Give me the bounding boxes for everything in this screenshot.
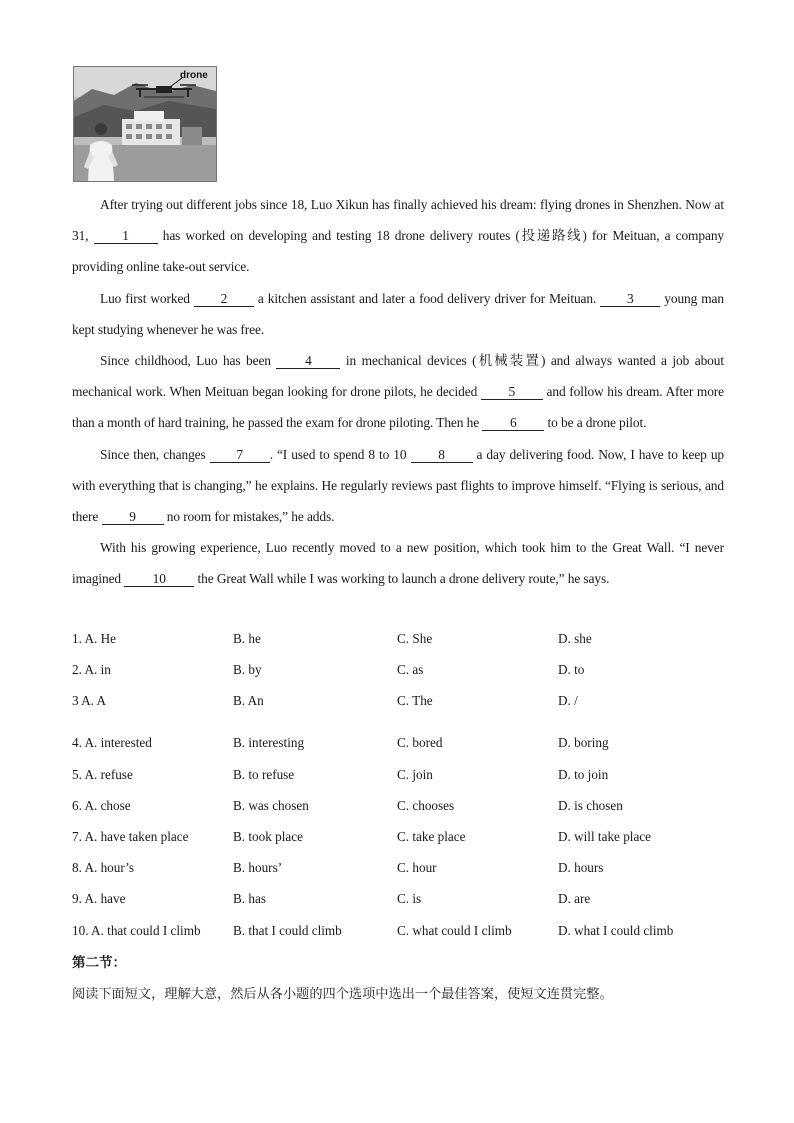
passage-text: After trying out different jobs since 18, Luo Xikun has finally achieved his dream: flying drones in Shenzhen. Now at 31,	[72, 197, 724, 244]
option-d[interactable]: D. boring	[558, 735, 609, 751]
section-title: 第二节：	[72, 955, 126, 971]
passage-text: Since then, changes	[100, 446, 210, 462]
passage-text: to be a drone pilot.	[544, 415, 647, 431]
passage-paragraph	[72, 189, 724, 283]
option-a[interactable]: 5. A. refuse	[72, 766, 133, 782]
passage-paragraph	[72, 345, 724, 439]
option-c[interactable]: C. take place	[397, 828, 466, 844]
drone-photo-image	[74, 67, 216, 181]
option-a[interactable]: 9. A. have	[72, 891, 126, 907]
passage-paragraph	[72, 283, 724, 345]
question-row	[72, 657, 732, 688]
answer-options	[72, 626, 732, 949]
option-b[interactable]: B. that I could climb	[233, 922, 342, 938]
blank-1: 1	[94, 229, 158, 244]
question-row	[72, 855, 732, 886]
option-b[interactable]: B. was chosen	[233, 797, 309, 813]
passage-text: . “I used to spend 8 to 10	[269, 446, 411, 462]
question-row	[72, 762, 732, 793]
option-c[interactable]: C. bored	[397, 735, 443, 751]
passage-text: a day delivering food. Now, I have to keep up with everything that is changing,” he explains. He regularly reviews past flights to improve himself. “Flying is serious, and there	[72, 446, 725, 525]
passage-text: With his growing experience, Luo recently moved to a new position, which took him to the Great Wall. “I never imagined	[72, 540, 724, 587]
option-d[interactable]: D. is chosen	[558, 797, 623, 813]
passage-text: young man kept studying whenever he was free.	[72, 290, 724, 337]
option-a[interactable]: 2. A. in	[72, 662, 111, 678]
question-row	[72, 918, 732, 949]
blank-3: 3	[600, 292, 660, 307]
option-c[interactable]: C. what could I climb	[397, 922, 512, 938]
passage-paragraph	[72, 439, 724, 533]
option-a[interactable]: 4. A. interested	[72, 735, 152, 751]
option-a[interactable]: 3 A. A	[72, 693, 107, 709]
option-b[interactable]: B. hours’	[233, 860, 283, 876]
option-a[interactable]: 6. A. chose	[72, 797, 131, 813]
blank-6: 6	[482, 416, 544, 431]
passage-text: Luo first worked	[100, 290, 194, 306]
drone-label: drone	[180, 70, 208, 81]
passage-text: in mechanical devices (机械装置) and always wanted a job about mechanical work. When Meituan began looking for drone pilots, he decided	[72, 353, 724, 400]
option-c[interactable]: C. join	[397, 766, 433, 782]
blank-5: 5	[481, 385, 543, 400]
option-b[interactable]: B. interesting	[233, 735, 305, 751]
option-b[interactable]: B. he	[233, 631, 261, 646]
passage-text: a kitchen assistant and later a food delivery driver for Meituan.	[253, 290, 601, 306]
question-row	[72, 793, 732, 824]
option-b[interactable]: B. by	[233, 662, 262, 678]
option-a[interactable]: 8. A. hour’s	[72, 860, 135, 876]
blank-10: 10	[124, 572, 194, 587]
passage-text: and follow his dream. After more than a month of hard training, he passed the exam for drone piloting. Then he	[72, 384, 724, 431]
option-d[interactable]: D. will take place	[558, 828, 652, 844]
question-row	[72, 626, 732, 657]
option-d[interactable]: D. to join	[558, 766, 609, 782]
blank-9: 9	[102, 510, 164, 525]
option-d[interactable]: D. she	[558, 631, 592, 646]
blank-4: 4	[276, 354, 340, 369]
option-b[interactable]: B. has	[233, 891, 266, 907]
drone-photo	[73, 66, 217, 182]
option-d[interactable]: D. /	[558, 693, 578, 709]
option-c[interactable]: C. She	[397, 631, 433, 646]
option-b[interactable]: B. An	[233, 693, 264, 709]
question-row	[72, 730, 732, 761]
option-c[interactable]: C. hour	[397, 860, 437, 876]
passage-text: no room for mistakes,” he adds.	[163, 509, 335, 525]
option-c[interactable]: C. as	[397, 662, 424, 678]
option-d[interactable]: D. to	[558, 662, 585, 678]
passage-text: has worked on developing and testing 18 drone delivery routes (投递路线) for Meituan, a company providing online take-out service.	[72, 228, 725, 275]
question-row	[72, 886, 732, 917]
option-c[interactable]: C. The	[397, 693, 433, 709]
cloze-passage	[72, 189, 724, 595]
option-b[interactable]: B. took place	[233, 828, 303, 844]
section-instruction: 阅读下面短文，理解大意，然后从各小题的四个选项中选出一个最佳答案，使短文连贯完整。	[72, 987, 613, 1002]
blank-7: 7	[210, 448, 270, 463]
question-row	[72, 824, 732, 855]
passage-text: Since childhood, Luo has been	[100, 353, 277, 369]
option-a[interactable]: 10. A. that could I climb	[72, 922, 201, 938]
passage-text: the Great Wall while I was working to launch a drone delivery route,” he says.	[194, 571, 610, 587]
passage-paragraph	[72, 532, 724, 594]
option-d[interactable]: D. hours	[558, 860, 604, 876]
option-b[interactable]: B. to refuse	[233, 766, 295, 782]
option-c[interactable]: C. is	[397, 891, 422, 907]
blank-8: 8	[411, 448, 473, 463]
option-d[interactable]: D. what I could climb	[558, 922, 674, 938]
option-a[interactable]: 1. A. He	[72, 631, 116, 646]
question-row	[72, 688, 732, 730]
option-d[interactable]: D. are	[558, 891, 591, 907]
option-c[interactable]: C. chooses	[397, 797, 455, 813]
blank-2: 2	[194, 292, 254, 307]
option-a[interactable]: 7. A. have taken place	[72, 828, 189, 844]
